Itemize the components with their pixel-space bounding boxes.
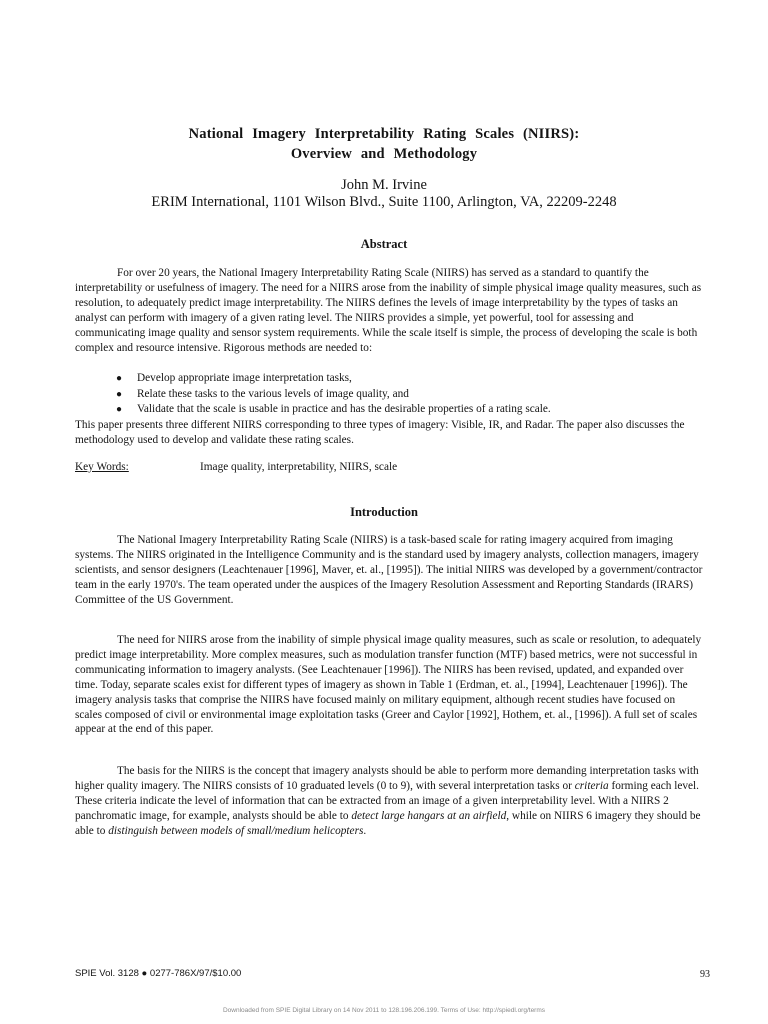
list-item: ● Validate that the scale is usable in practice and has the desirable properties of a rating scale. <box>116 402 696 418</box>
title-line-1: National Imagery Interpretability Rating Scales (NIIRS): <box>188 126 580 142</box>
abstract-heading: Abstract <box>360 237 408 251</box>
title-line-2: Overview and Methodology <box>290 146 478 162</box>
introduction-paragraph-2: The need for NIIRS arose from the inability of simple physical image quality measures, such as scale or resolution, to adequately predict image interpretability. More complex measures, such as modulation transfer function (MTF) based metrics, were not successful in communicating information to imagery analysts. (See Leachtenauer [1996]). The NIIRS has been revised, updated, and expanded over time. Today, separate scales exist for different types of imagery as shown in Table 1 (Erdman, et. al., [1994], Leachtenauer [1996]). The imagery analysis tasks that comprise the NIIRS have focused mainly on military equipment, although recent studies have focused on scales composed of civil or environmental image exploitation tasks (Greer and Caylor [1992], Hothem, et. al., [1996]). A full set of scales appear at the end of this paper. <box>75 634 702 736</box>
list-item: ● Relate these tasks to the various levels of image quality, and <box>116 387 696 403</box>
keywords-label: Key Words: <box>75 461 129 473</box>
list-item: ● Develop appropriate image interpretation tasks, <box>116 371 696 387</box>
bullet-icon: ● <box>116 373 123 384</box>
keywords-value: Image quality, interpretability, NIIRS, scale <box>200 461 398 473</box>
page-number: 93 <box>700 969 710 980</box>
abstract-paragraph-2: This paper presents three different NIIRS corresponding to three types of imagery: Visible, IR, and Radar. The paper also discusses the methodology used to develop and validate these rating scales. <box>75 419 685 446</box>
footer-citation: SPIE Vol. 3128 ● 0277-786X/97/$10.00 <box>75 968 242 979</box>
abstract-bullet-list <box>116 371 696 418</box>
introduction-paragraph-3: The basis for the NIIRS is the concept that imagery analysts should be able to perform more demanding interpretation tasks with higher quality imagery. The NIIRS consists of 10 graduated levels (0 to 9), with several interpretation tasks or criteria forming each level. These criteria indicate the level of information that can be extracted from an image of a given interpretability level. With a NIIRS 2 panchromatic image, for example, analysts should be able to detect large hangars at an airfield, while on NIIRS 6 imagery they should be able to distinguish between models of small/medium helicopters. <box>75 765 701 837</box>
introduction-heading: Introduction <box>350 505 418 519</box>
bullet-icon: ● <box>116 388 123 400</box>
author-affiliation: ERIM International, 1101 Wilson Blvd., Suite 1100, Arlington, VA, 22209-2248 <box>151 194 617 210</box>
author-name: John M. Irvine <box>341 177 427 193</box>
paper-title <box>60 124 708 164</box>
introduction-paragraph-1: The National Imagery Interpretability Rating Scale (NIIRS) is a task-based scale for rating imagery acquired from imaging systems. The NIIRS originated in the Intelligence Community and is the standard used by imagery analysts, collection managers, imagery scientists, and sensor designers (Leachtenauer [1996], Maver, et. al., [1995]). The initial NIIRS was developed by a government/contractor team in the early 1970's. The team operated under the auspices of the Imagery Resolution Assessment and Reporting Standards (IRARS) Committee of the US Government. <box>75 534 703 606</box>
download-notice: Downloaded from SPIE Digital Library on 14 Nov 2011 to 128.196.206.199. Terms of Use: http://spiedl.org/terms <box>222 1007 546 1014</box>
bullet-icon: ● <box>116 404 123 415</box>
abstract-paragraph-1: For over 20 years, the National Imagery Interpretability Rating Scale (NIIRS) has served as a standard to quantify the interpretability or usefulness of imagery. The need for a NIIRS arose from the inability of simple physical image quality measures, such as resolution, to adequately predict image interpretability. The NIIRS defines the levels of image interpretability by the types of tasks an analyst can perform with imagery of a given rating level. The NIIRS provides a simple, yet powerful, tool for assessing and communicating image quality and sensor system requirements. While the scale itself is simple, the process of developing the scale is both complex and resource intensive. Rigorous methods are needed to: <box>75 267 702 354</box>
